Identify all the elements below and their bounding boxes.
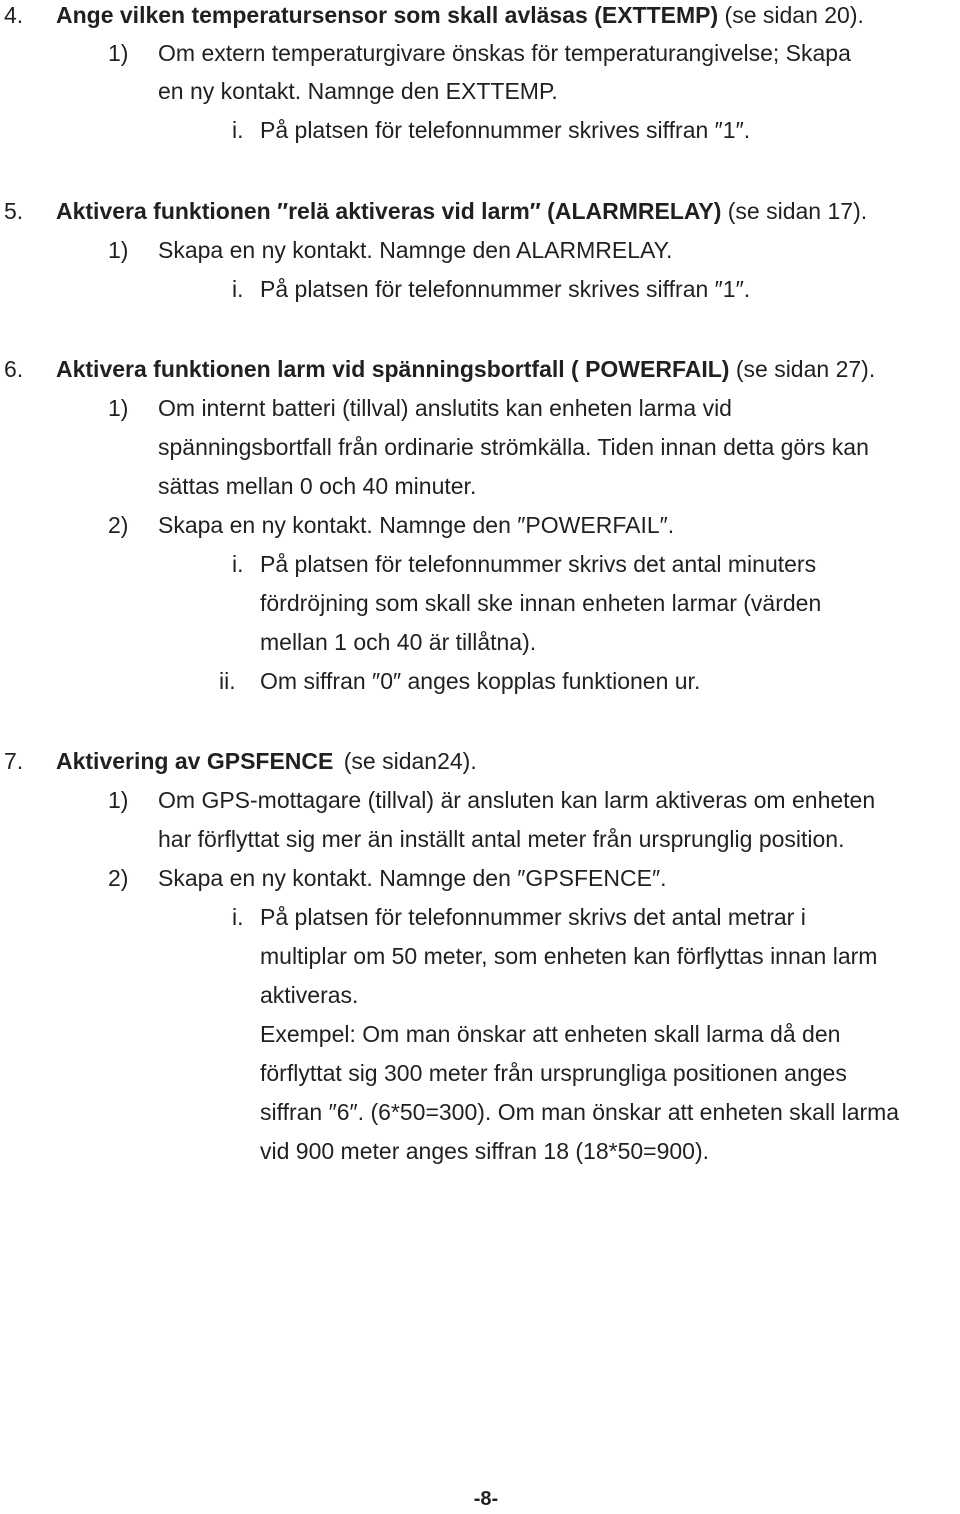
section-title: Aktivera funktionen larm vid spänningsbortfall ( POWERFAIL) <box>56 356 730 382</box>
item-text-line: Om extern temperaturgivare önskas för temperaturangivelse; Skapa <box>158 40 851 66</box>
section-number: 6. <box>4 356 24 382</box>
section-title: Ange vilken temperatursensor som skall avläsas (EXTTEMP) <box>56 2 719 28</box>
section-number: 5. <box>4 198 24 224</box>
item-number: 2) <box>108 865 129 891</box>
item-text-line: en ny kontakt. Namnge den EXTTEMP. <box>158 78 558 104</box>
subitem-number: i. <box>232 117 244 143</box>
section-page-ref: (se sidan 17). <box>727 198 868 224</box>
section-title: Aktivering av GPSFENCE <box>56 748 334 774</box>
section-title: Aktivera funktionen ″relä aktiveras vid larm″ (ALARMRELAY) <box>56 198 722 224</box>
subitem-text-line: aktiveras. <box>260 982 359 1008</box>
subitem-number: i. <box>232 551 244 577</box>
item-text-line: Skapa en ny kontakt. Namnge den ALARMRELAY. <box>158 237 673 263</box>
item-text-line: Om internt batteri (tillval) anslutits kan enheten larma vid <box>158 395 732 421</box>
subitem-text-line: På platsen för telefonnummer skrivs det antal minuters <box>260 551 817 577</box>
section-heading <box>56 0 864 30</box>
item-number: 2) <box>108 512 129 538</box>
item-text-line: Om GPS-mottagare (tillval) är ansluten kan larm aktiveras om enheten <box>158 787 876 813</box>
item-number: 1) <box>108 787 129 813</box>
subitem-number: ii. <box>219 668 236 694</box>
section-number: 7. <box>4 748 24 774</box>
item-text-line: Skapa en ny kontakt. Namnge den ″GPSFENCE″. <box>158 865 667 891</box>
subitem-text-line: På platsen för telefonnummer skrives siffran ″1″. <box>260 117 751 143</box>
section-page-ref: (se sidan 20). <box>724 2 864 28</box>
section-heading <box>56 196 867 226</box>
item-text-line: spänningsbortfall från ordinarie strömkälla. Tiden innan detta görs kan <box>158 434 869 460</box>
subitem-text-line: siffran ″6″. (6*50=300). Om man önskar att enheten skall larma <box>260 1099 900 1125</box>
subitem-text-line: förflyttat sig 300 meter från ursprungliga positionen anges <box>260 1060 847 1086</box>
subitem-text-line: På platsen för telefonnummer skrives siffran ″1″. <box>260 276 751 302</box>
subitem-text-line: På platsen för telefonnummer skrivs det antal metrar i <box>260 904 806 930</box>
subitem-text-line: vid 900 meter anges siffran 18 (18*50=900). <box>260 1138 710 1164</box>
subitem-number: i. <box>232 904 244 930</box>
item-text-line: sättas mellan 0 och 40 minuter. <box>158 473 477 499</box>
section-heading <box>56 354 875 384</box>
subitem-text-line: fördröjning som skall ske innan enheten larmar (värden <box>260 590 822 616</box>
subitem-number: i. <box>232 276 244 302</box>
section-page-ref: (se sidan24). <box>343 748 477 774</box>
page-number: -8- <box>473 1488 499 1510</box>
section-heading <box>56 746 477 776</box>
section-page-ref: (se sidan 27). <box>735 356 876 382</box>
subitem-text-line: multiplar om 50 meter, som enheten kan förflyttas innan larm <box>260 943 878 969</box>
subitem-text-line: Om siffran ″0″ anges kopplas funktionen ur. <box>260 668 701 694</box>
item-number: 1) <box>108 395 129 421</box>
section-number: 4. <box>4 2 24 28</box>
item-number: 1) <box>108 237 129 263</box>
item-number: 1) <box>108 40 129 66</box>
subitem-text-line: mellan 1 och 40 är tillåtna). <box>260 629 537 655</box>
subitem-text-line: Exempel: Om man önskar att enheten skall larma då den <box>260 1021 841 1047</box>
item-text-line: har förflyttat sig mer än inställt antal meter från ursprunglig position. <box>158 826 845 852</box>
item-text-line: Skapa en ny kontakt. Namnge den ″POWERFAIL″. <box>158 512 675 538</box>
